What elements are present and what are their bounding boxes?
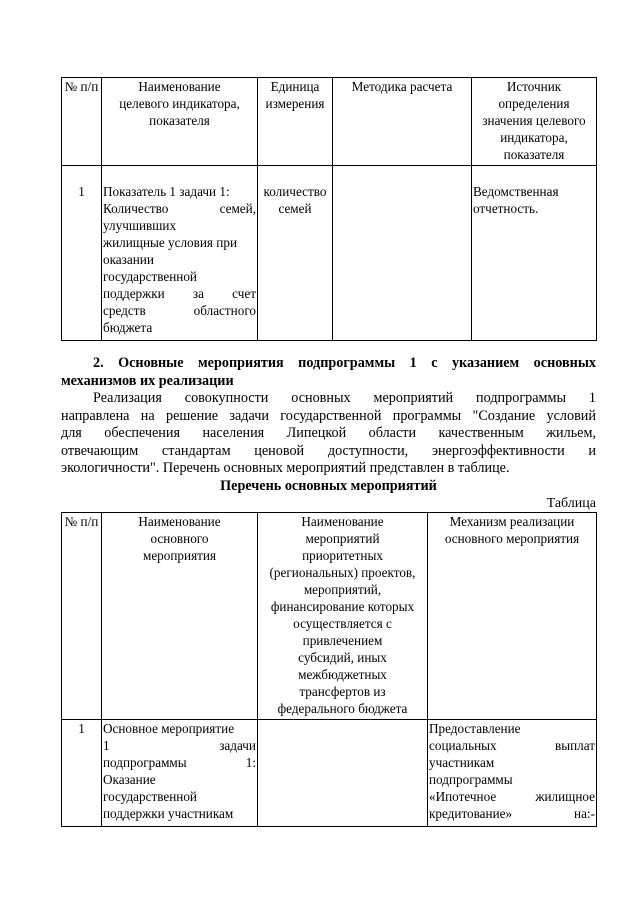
section-heading: 2. Основные мероприятия подпрограммы 1 с указанием основных механизмов их реализации [61, 355, 596, 389]
cell-line: основного [150, 531, 209, 546]
cell-line: показателя [503, 147, 565, 162]
cell-line: участникам [429, 755, 495, 770]
paragraph-line: отвечающим стандартам ценовой доступности, энергоэффективности и [61, 442, 596, 459]
cell-line: Методика расчета [351, 79, 453, 94]
header-num [62, 78, 102, 166]
header-priority-projects [258, 513, 428, 720]
cell-line: (региональных) проектов, [269, 565, 416, 580]
header-method [333, 78, 472, 166]
cell-line: Наименование [301, 514, 384, 529]
activities-header-row [62, 513, 597, 720]
row-activity-name [102, 720, 258, 827]
cell-line: улучшивших [103, 218, 177, 233]
row-priority-projects [258, 720, 428, 827]
header-activity-name [102, 513, 258, 720]
cell-line: Оказание [103, 772, 156, 787]
cell-line: Источник [506, 79, 562, 94]
paragraph-line: направлена на решение задачи государственной программы "Создание условий [61, 407, 596, 424]
cell-line: мероприятия [142, 548, 217, 563]
cell-line: мероприятий [305, 531, 380, 546]
cell-line: кредитование» на:- [429, 806, 595, 821]
cell-line: трансфертов из [299, 684, 386, 699]
cell-line: № п/п [64, 514, 99, 529]
cell-line: Предоставление [429, 721, 521, 736]
cell-line: поддержки участникам [103, 806, 234, 821]
cell-line: количество [263, 184, 327, 199]
cell-line: государственной [103, 789, 197, 804]
header-source [472, 78, 597, 166]
cell-line: бюджета [103, 320, 153, 335]
activities-table [61, 512, 597, 827]
cell-line: государственной [103, 269, 197, 284]
paragraph-line: для обеспечения населения Липецкой области качественным жильем, [61, 425, 596, 441]
cell-line: определения [498, 96, 570, 111]
cell-line: Показатель 1 задачи 1: [103, 184, 230, 199]
cell-line: поддержки за счет [103, 286, 256, 301]
cell-line: средств областного [103, 303, 256, 318]
cell-line: межбюджетных [298, 667, 387, 682]
cell-line: Основное мероприятие [103, 721, 235, 736]
row-num: 1 [62, 720, 102, 827]
cell-line: привлечением [302, 633, 383, 648]
cell-line: подпрограммы [429, 772, 513, 787]
header-unit [258, 78, 333, 166]
header-mechanism [428, 513, 597, 720]
cell-line: № п/п [64, 79, 99, 94]
cell-line: федерального бюджета [277, 701, 408, 716]
cell-line: отчетность. [473, 201, 539, 216]
row-method [333, 166, 472, 341]
cell-line: оказании [103, 252, 154, 267]
cell-line: Ведомственная [473, 184, 559, 199]
list-title: Перечень основных мероприятий [220, 477, 437, 494]
cell-line: «Ипотечное жилищное [429, 789, 595, 804]
section-2 [61, 355, 596, 512]
row-indicator-name [102, 166, 258, 341]
document-page [61, 77, 596, 827]
cell-line: социальных выплат [429, 738, 595, 753]
cell-line: подпрограммы 1: [103, 755, 256, 770]
paragraph-line: экологичности". Перечень основных мероприятий представлен в таблице. [61, 460, 510, 476]
table-row [62, 166, 597, 341]
cell-line: приоритетных [302, 548, 383, 563]
cell-line: жилищные условия при [103, 235, 238, 250]
cell-line: значения целевого [482, 113, 586, 128]
cell-line: целевого индикатора, [119, 96, 240, 111]
cell-line: финансирование которых [270, 599, 415, 614]
header-num [62, 513, 102, 720]
paragraph-line: Реализация совокупности основных мероприятий подпрограммы 1 [93, 390, 596, 406]
cell-line: показателя [149, 113, 210, 128]
cell-line: семей [278, 201, 312, 216]
row-unit [258, 166, 333, 341]
row-mechanism [428, 720, 597, 827]
row-source [472, 166, 597, 341]
table-row [62, 720, 597, 827]
cell-line: Механизм реализации [449, 514, 575, 529]
header-indicator-name [102, 78, 258, 166]
cell-line: субсидий, иных [298, 650, 387, 665]
cell-line: Наименование [138, 514, 221, 529]
indicators-header-row [62, 78, 597, 166]
cell-line: измерения [265, 96, 325, 111]
cell-line: индикатора, [500, 130, 568, 145]
row-num: 1 [62, 166, 102, 341]
cell-line: осуществляется с [293, 616, 392, 631]
cell-line: мероприятий, [303, 582, 382, 597]
cell-line: 1 задачи [103, 738, 256, 753]
cell-line: Единица [270, 79, 320, 94]
table-label: Таблица [546, 496, 596, 511]
section-paragraph [61, 390, 596, 478]
cell-line: основного мероприятия [444, 531, 580, 546]
cell-line: Наименование [138, 79, 221, 94]
indicators-table [61, 77, 597, 341]
cell-line: Количество семей, [103, 201, 256, 216]
